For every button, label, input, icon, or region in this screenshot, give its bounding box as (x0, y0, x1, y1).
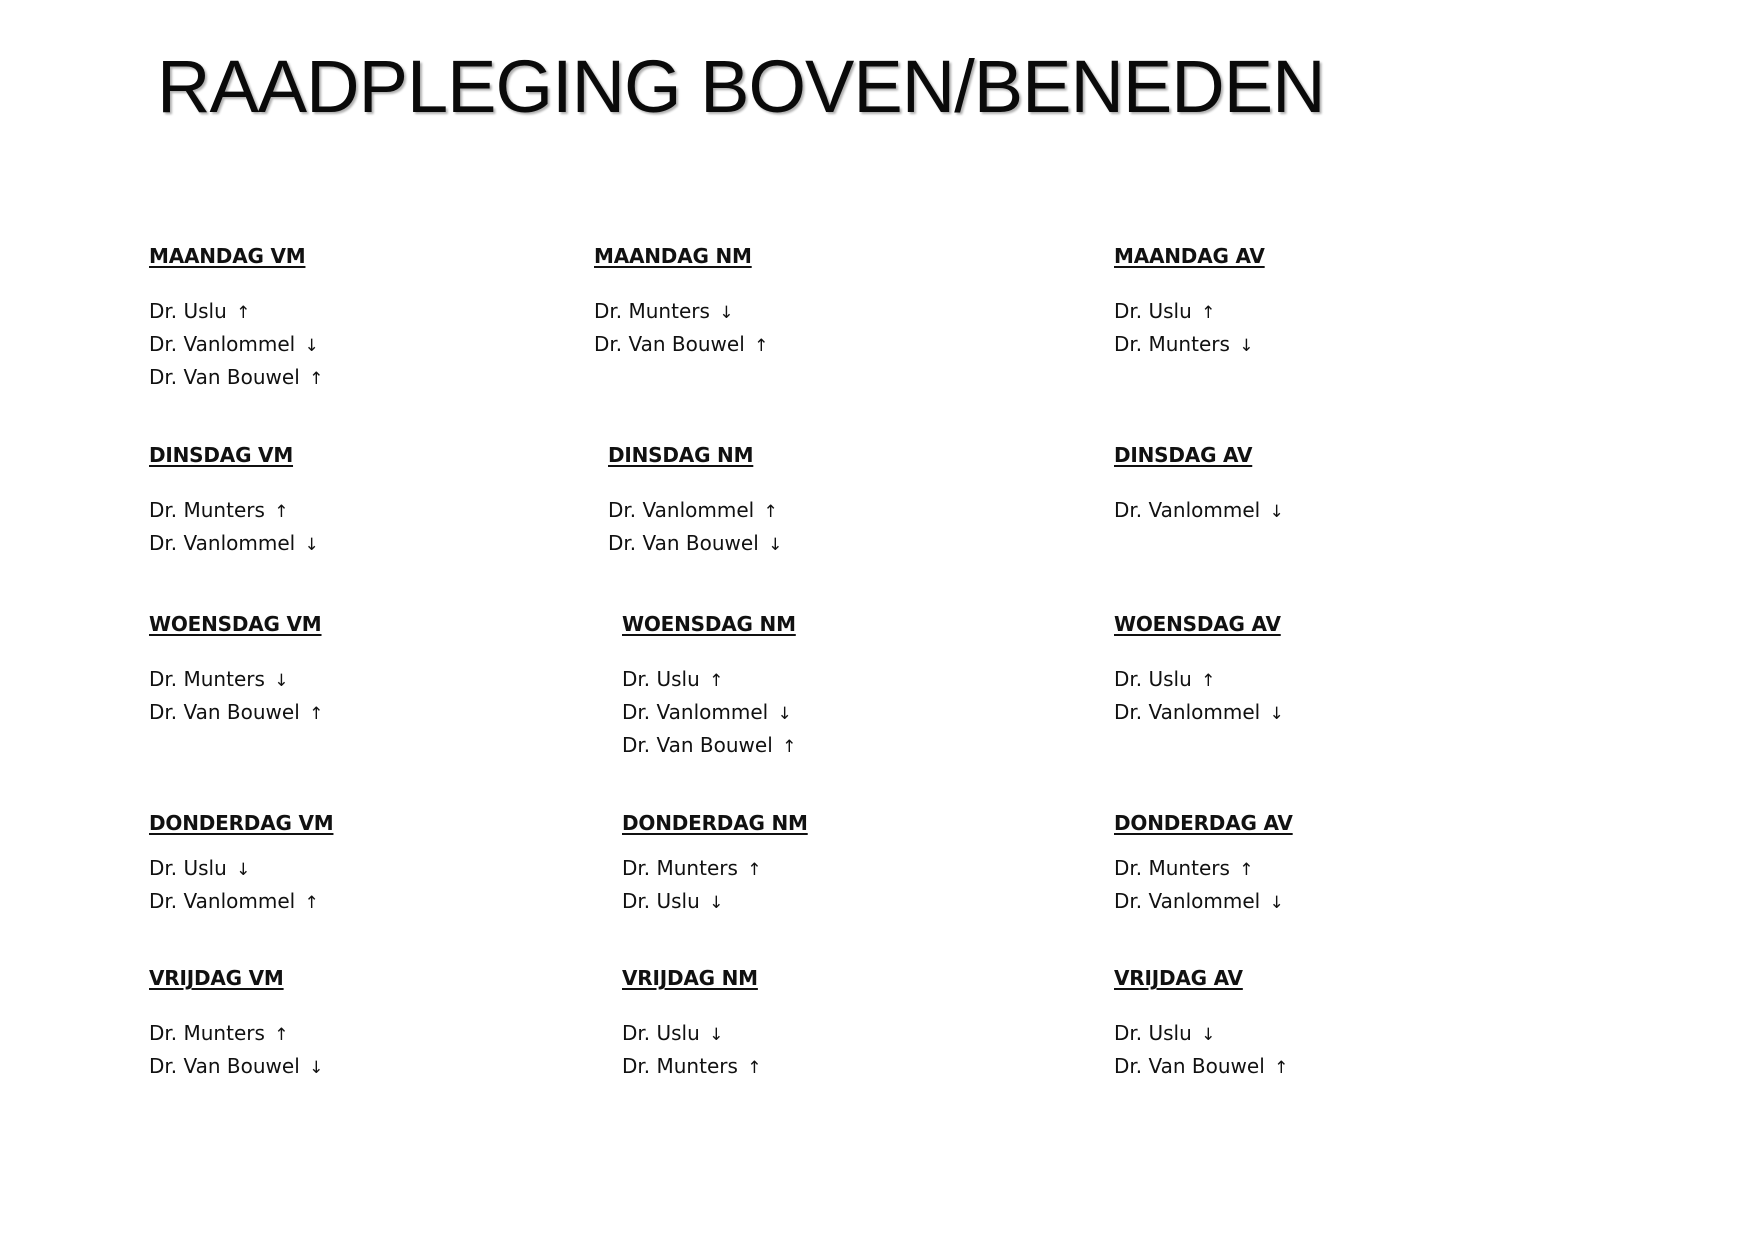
doctor-list (622, 853, 808, 919)
doctor-entry (149, 362, 323, 395)
doctor-name: Dr. Vanlommel (149, 889, 296, 913)
doctor-list (1114, 495, 1284, 528)
slot-heading: DONDERDAG AV (1114, 811, 1293, 835)
doctor-entry (1114, 886, 1293, 919)
doctor-name: Dr. Munters (594, 299, 710, 323)
doctor-entry (149, 329, 323, 362)
doctor-name: Dr. Van Bouwel (149, 700, 300, 724)
doctor-name: Dr. Van Bouwel (608, 531, 759, 555)
slot-heading: MAANDAG VM (149, 244, 306, 268)
arrow-up-icon: ↑ (309, 704, 324, 724)
doctor-entry (149, 886, 333, 919)
slot-heading: VRIJDAG VM (149, 966, 284, 990)
arrow-down-icon: ↓ (274, 671, 289, 691)
doctor-name: Dr. Vanlommel (1114, 889, 1261, 913)
doctor-name: Dr. Uslu (1114, 1021, 1192, 1045)
doctor-list (622, 1018, 762, 1084)
doctor-name: Dr. Munters (149, 498, 265, 522)
doctor-name: Dr. Uslu (622, 667, 700, 691)
doctor-list (1114, 664, 1284, 730)
doctor-list (608, 495, 782, 561)
slot-woensdag-av (1114, 610, 1284, 730)
doctor-list (1114, 853, 1293, 919)
arrow-up-icon: ↑ (747, 1058, 762, 1078)
doctor-entry (149, 853, 333, 886)
slot-vrijdag-nm (622, 964, 762, 1084)
doctor-entry (149, 1051, 323, 1084)
arrow-down-icon: ↓ (777, 704, 792, 724)
arrow-down-icon: ↓ (1239, 336, 1254, 356)
arrow-down-icon: ↓ (1201, 1025, 1216, 1045)
doctor-entry (1114, 296, 1265, 329)
arrow-up-icon: ↑ (304, 893, 319, 913)
doctor-name: Dr. Uslu (622, 889, 700, 913)
doctor-name: Dr. Vanlommel (149, 332, 296, 356)
slot-heading: VRIJDAG AV (1114, 966, 1243, 990)
arrow-up-icon: ↑ (747, 860, 762, 880)
doctor-entry (1114, 697, 1284, 730)
doctor-name: Dr. Munters (1114, 856, 1230, 880)
doctor-entry (622, 697, 796, 730)
doctor-name: Dr. Vanlommel (1114, 700, 1261, 724)
arrow-up-icon: ↑ (782, 737, 797, 757)
doctor-name: Dr. Uslu (149, 856, 227, 880)
doctor-name: Dr. Vanlommel (622, 700, 769, 724)
arrow-down-icon: ↓ (709, 893, 724, 913)
slot-heading: MAANDAG AV (1114, 244, 1265, 268)
doctor-entry (149, 697, 323, 730)
doctor-name: Dr. Munters (149, 1021, 265, 1045)
doctor-name: Dr. Munters (622, 1054, 738, 1078)
arrow-down-icon: ↓ (1269, 893, 1284, 913)
doctor-list (149, 495, 319, 561)
slot-maandag-vm (149, 242, 323, 395)
slot-heading: DONDERDAG VM (149, 811, 334, 835)
doctor-entry (594, 329, 768, 362)
arrow-up-icon: ↑ (709, 671, 724, 691)
doctor-entry (622, 1018, 762, 1051)
doctor-name: Dr. Munters (1114, 332, 1230, 356)
doctor-name: Dr. Uslu (622, 1021, 700, 1045)
slot-heading: DONDERDAG NM (622, 811, 808, 835)
doctor-entry (149, 664, 323, 697)
doctor-entry (622, 853, 808, 886)
doctor-entry (149, 528, 319, 561)
slot-heading: WOENSDAG VM (149, 612, 322, 636)
doctor-list (1114, 296, 1265, 362)
arrow-up-icon: ↑ (236, 303, 251, 323)
slot-maandag-nm (594, 242, 768, 362)
slot-heading: DINSDAG NM (608, 443, 754, 467)
arrow-up-icon: ↑ (1274, 1058, 1289, 1078)
slot-woensdag-vm (149, 610, 323, 730)
doctor-list (622, 664, 796, 763)
arrow-up-icon: ↑ (309, 369, 324, 389)
doctor-name: Dr. Van Bouwel (594, 332, 745, 356)
arrow-up-icon: ↑ (274, 502, 289, 522)
doctor-entry (622, 730, 796, 763)
arrow-down-icon: ↓ (719, 303, 734, 323)
arrow-up-icon: ↑ (274, 1025, 289, 1045)
arrow-up-icon: ↑ (1239, 860, 1254, 880)
page-title: RAADPLEGING BOVEN/BENEDEN (157, 45, 1325, 128)
doctor-entry (1114, 664, 1284, 697)
arrow-down-icon: ↓ (304, 336, 319, 356)
doctor-entry (594, 296, 768, 329)
doctor-name: Dr. Vanlommel (608, 498, 755, 522)
slot-heading: VRIJDAG NM (622, 966, 758, 990)
arrow-down-icon: ↓ (709, 1025, 724, 1045)
doctor-name: Dr. Van Bouwel (622, 733, 773, 757)
doctor-entry (622, 886, 808, 919)
arrow-down-icon: ↓ (768, 535, 783, 555)
doctor-name: Dr. Van Bouwel (149, 1054, 300, 1078)
doctor-name: Dr. Van Bouwel (1114, 1054, 1265, 1078)
doctor-list (594, 296, 768, 362)
doctor-list (149, 664, 323, 730)
doctor-entry (1114, 329, 1265, 362)
doctor-name: Dr. Vanlommel (1114, 498, 1261, 522)
doctor-list (149, 1018, 323, 1084)
slot-donderdag-vm (149, 809, 333, 919)
doctor-entry (149, 1018, 323, 1051)
slot-donderdag-nm (622, 809, 808, 919)
doctor-entry (622, 1051, 762, 1084)
doctor-entry (149, 495, 319, 528)
doctor-entry (608, 495, 782, 528)
slot-dinsdag-nm (608, 441, 782, 561)
doctor-name: Dr. Van Bouwel (149, 365, 300, 389)
doctor-list (149, 296, 323, 395)
doctor-name: Dr. Uslu (1114, 299, 1192, 323)
slot-heading: DINSDAG AV (1114, 443, 1253, 467)
arrow-up-icon: ↑ (1201, 303, 1216, 323)
doctor-name: Dr. Munters (622, 856, 738, 880)
slot-heading: MAANDAG NM (594, 244, 752, 268)
doctor-entry (1114, 1018, 1288, 1051)
doctor-entry (622, 664, 796, 697)
doctor-list (149, 853, 333, 919)
slot-dinsdag-vm (149, 441, 319, 561)
arrow-down-icon: ↓ (1269, 704, 1284, 724)
doctor-entry (1114, 1051, 1288, 1084)
slot-heading: WOENSDAG NM (622, 612, 796, 636)
doctor-list (1114, 1018, 1288, 1084)
slot-heading: WOENSDAG AV (1114, 612, 1281, 636)
arrow-up-icon: ↑ (1201, 671, 1216, 691)
slot-donderdag-av (1114, 809, 1293, 919)
doctor-name: Dr. Uslu (1114, 667, 1192, 691)
arrow-down-icon: ↓ (1269, 502, 1284, 522)
doctor-name: Dr. Uslu (149, 299, 227, 323)
arrow-down-icon: ↓ (236, 860, 251, 880)
doctor-entry (608, 528, 782, 561)
doctor-entry (1114, 853, 1293, 886)
arrow-down-icon: ↓ (304, 535, 319, 555)
slot-vrijdag-vm (149, 964, 323, 1084)
doctor-entry (1114, 495, 1284, 528)
slot-vrijdag-av (1114, 964, 1288, 1084)
slot-dinsdag-av (1114, 441, 1284, 528)
doctor-entry (149, 296, 323, 329)
arrow-up-icon: ↑ (763, 502, 778, 522)
arrow-down-icon: ↓ (309, 1058, 324, 1078)
slot-maandag-av (1114, 242, 1265, 362)
doctor-name: Dr. Vanlommel (149, 531, 296, 555)
slot-woensdag-nm (622, 610, 796, 763)
slot-heading: DINSDAG VM (149, 443, 294, 467)
doctor-name: Dr. Munters (149, 667, 265, 691)
arrow-up-icon: ↑ (754, 336, 769, 356)
